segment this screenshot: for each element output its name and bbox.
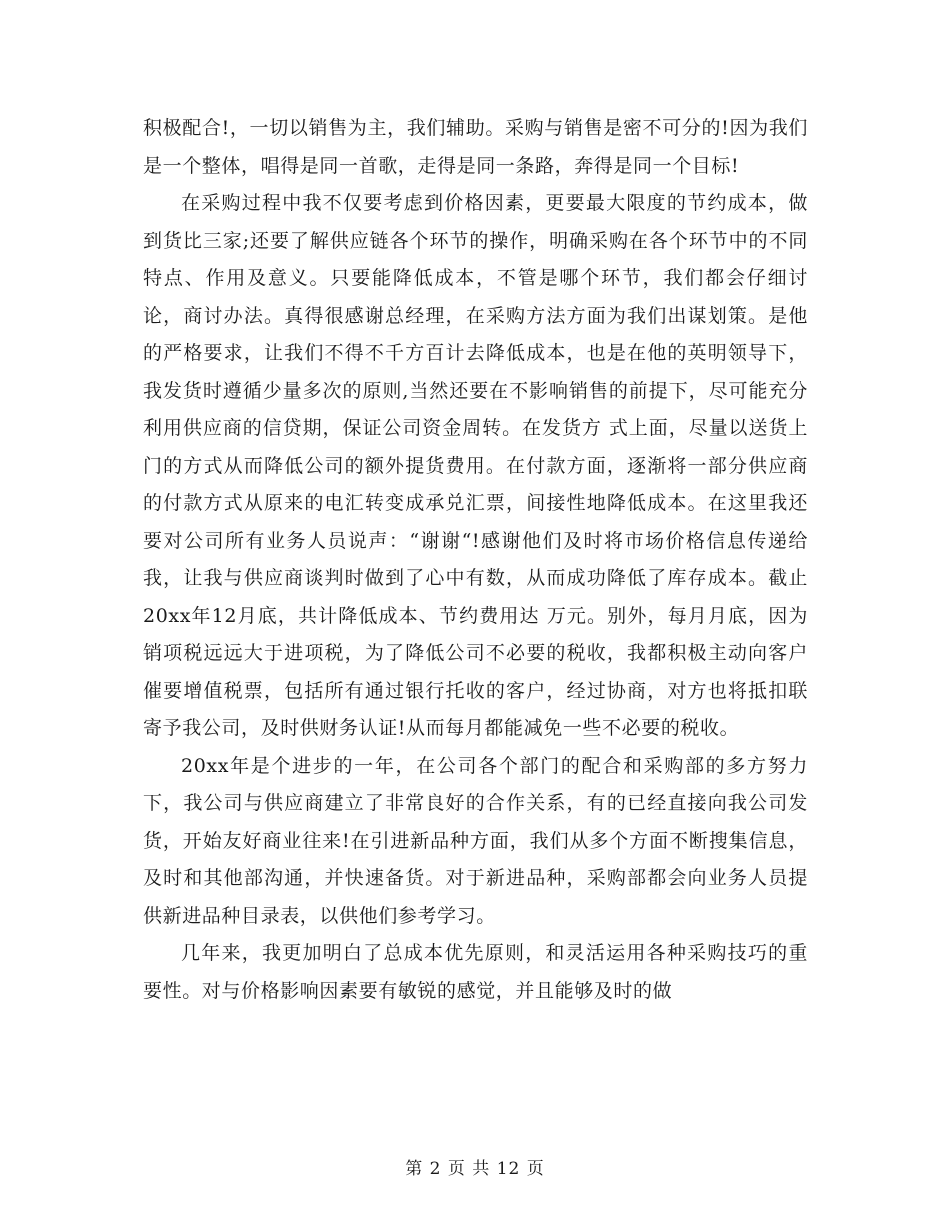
paragraph-2: 在采购过程中我不仅要考虑到价格因素，更要最大限度的节约成本，做到货比三家;还要了解供应链各个环节的操作，明确采购在各个环节中的不同特点、作用及意义。只要能降低成本，不管是哪个环节，我们都会仔细讨论，商讨办法。真得很感谢总经理，在采购方法方面为我们出谋划策。是他的严格要求，让我们不得不千方百计去降低成本，也是在他的英明领导下，我发货时遵循少量多次的原则,当然还要在不影响销售的前提下，尽可能充分利用供应商的信贷期，保证公司资金周转。在发货方 式上面，尽量以送货上门的方式从而降低公司的额外提货费用。在付款方面，逐渐将一部分供应商的付款方式从原来的电汇转变成承兑汇票，间接性地降低成本。在这里我还要对公司所有业务人员说声：“谢谢“!感谢他们及时将市场价格信息传递给我，让我与供应商谈判时做到了心中有数，从而成功降低了库存成本。截止20xx年12月底，共计降低成本、节约费用达 万元。别外，每月月底，因为销项税远远大于进项税，为了降低公司不必要的税收，我都积极主动向客户催要增值税票，包括所有通过银行托收的客户，经过协商，对方也将抵扣联寄予我公司，及时供财务认证!从而每月都能减免一些不必要的税收。 [143,192,808,739]
paragraph-4: 几年来，我更加明白了总成本优先原则，和灵活运用各种采购技巧的重要性。对与价格影响因素要有敏锐的感觉，并且能够及时的做 [143,942,808,1002]
page-number-footer: 第 2 页 共 12 页 [405,1159,545,1179]
paragraph-1: 积极配合!，一切以销售为主，我们辅助。采购与销售是密不可分的!因为我们是一个整体，唱得是同一首歌，走得是同一条路，奔得是同一个目标! [143,117,808,177]
paragraph-3: 20xx年是个进步的一年，在公司各个部门的配合和采购部的多方努力下，我公司与供应商建立了非常良好的合作关系，有的已经直接向我公司发货，开始友好商业往来!在引进新品种方面，我们从多个方面不断搜集信息，及时和其他部沟通，并快速备货。对于新进品种，采购部都会向业务人员提供新进品种目录表，以供他们参考学习。 [143,754,808,927]
body-text [143,110,808,1010]
